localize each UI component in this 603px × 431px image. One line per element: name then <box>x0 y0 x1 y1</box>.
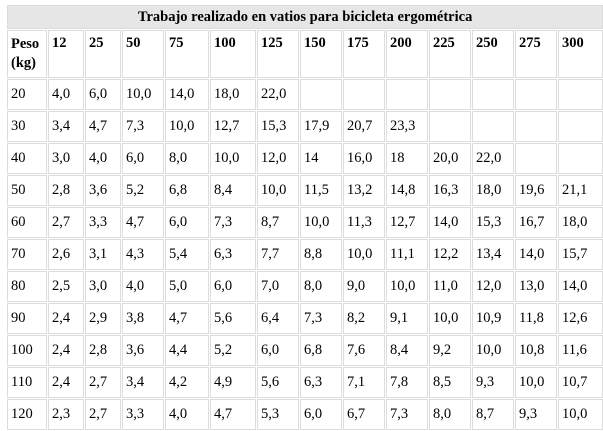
value-cell: 10,0 <box>386 271 428 302</box>
value-cell: 6,3 <box>300 367 342 398</box>
value-cell: 10,0 <box>558 399 603 430</box>
watt-header: 50 <box>122 30 164 78</box>
watt-header: 300 <box>558 30 603 78</box>
value-cell: 4,7 <box>122 207 164 238</box>
value-cell: 10,0 <box>122 79 164 110</box>
value-cell: 2,8 <box>85 335 121 366</box>
value-cell: 5,3 <box>257 399 299 430</box>
value-cell: 4,4 <box>165 335 209 366</box>
value-cell: 18 <box>386 143 428 174</box>
table-row <box>7 399 603 430</box>
table-row <box>7 143 603 174</box>
peso-cell: 20 <box>7 79 47 110</box>
value-cell: 14,8 <box>386 175 428 206</box>
value-cell <box>429 111 471 142</box>
value-cell: 3,3 <box>122 399 164 430</box>
value-cell: 8,7 <box>257 207 299 238</box>
value-cell: 12,0 <box>472 271 514 302</box>
value-cell: 7,3 <box>210 207 256 238</box>
value-cell: 16,0 <box>343 143 385 174</box>
value-cell: 5,4 <box>165 239 209 270</box>
value-cell: 2,4 <box>48 303 84 334</box>
value-cell: 10,0 <box>210 143 256 174</box>
value-cell: 2,7 <box>48 207 84 238</box>
value-cell: 18,0 <box>472 175 514 206</box>
value-cell: 3,3 <box>85 207 121 238</box>
value-cell: 2,4 <box>48 367 84 398</box>
value-cell: 8,4 <box>386 335 428 366</box>
value-cell: 4,0 <box>165 399 209 430</box>
value-cell: 14,0 <box>515 239 557 270</box>
table-row <box>7 111 603 142</box>
watt-header: 225 <box>429 30 471 78</box>
value-cell: 8,5 <box>429 367 471 398</box>
value-cell <box>515 79 557 110</box>
table-title: Trabajo realizado en vatios para bicicleta ergométrica <box>7 5 603 29</box>
value-cell: 10,0 <box>300 207 342 238</box>
value-cell <box>472 79 514 110</box>
value-cell: 7,7 <box>257 239 299 270</box>
value-cell: 18,0 <box>210 79 256 110</box>
value-cell: 14,0 <box>558 271 603 302</box>
value-cell: 10,0 <box>429 303 471 334</box>
value-cell: 4,0 <box>48 79 84 110</box>
value-cell: 18,0 <box>558 207 603 238</box>
value-cell: 12,6 <box>558 303 603 334</box>
watt-header: 150 <box>300 30 342 78</box>
value-cell: 2,7 <box>85 399 121 430</box>
value-cell: 11,0 <box>429 271 471 302</box>
value-cell: 6,0 <box>122 143 164 174</box>
value-cell: 11,5 <box>300 175 342 206</box>
value-cell: 4,7 <box>85 111 121 142</box>
value-cell: 6,7 <box>343 399 385 430</box>
value-cell: 2,9 <box>85 303 121 334</box>
value-cell: 4,0 <box>122 271 164 302</box>
value-cell <box>515 111 557 142</box>
value-cell: 10,7 <box>558 367 603 398</box>
value-cell: 10,8 <box>515 335 557 366</box>
value-cell: 15,7 <box>558 239 603 270</box>
peso-cell: 60 <box>7 207 47 238</box>
watt-header: 25 <box>85 30 121 78</box>
value-cell: 4,9 <box>210 367 256 398</box>
value-cell: 6,0 <box>257 335 299 366</box>
value-cell: 8,0 <box>165 143 209 174</box>
value-cell: 6,4 <box>257 303 299 334</box>
value-cell: 6,8 <box>300 335 342 366</box>
watt-header: 200 <box>386 30 428 78</box>
peso-cell: 40 <box>7 143 47 174</box>
value-cell: 3,8 <box>122 303 164 334</box>
value-cell: 9,3 <box>515 399 557 430</box>
value-cell <box>558 143 603 174</box>
value-cell: 17,9 <box>300 111 342 142</box>
value-cell: 3,6 <box>122 335 164 366</box>
value-cell: 7,3 <box>300 303 342 334</box>
value-cell <box>558 111 603 142</box>
value-cell: 2,3 <box>48 399 84 430</box>
peso-cell: 110 <box>7 367 47 398</box>
value-cell: 16,3 <box>429 175 471 206</box>
value-cell <box>386 79 428 110</box>
value-cell: 9,1 <box>386 303 428 334</box>
ergometer-table <box>6 4 603 431</box>
value-cell: 11,8 <box>515 303 557 334</box>
value-cell: 19,6 <box>515 175 557 206</box>
table-row <box>7 79 603 110</box>
value-cell: 5,2 <box>122 175 164 206</box>
value-cell: 3,4 <box>122 367 164 398</box>
value-cell: 22,0 <box>472 143 514 174</box>
watt-header: 175 <box>343 30 385 78</box>
value-cell: 16,7 <box>515 207 557 238</box>
table-row <box>7 239 603 270</box>
peso-cell: 50 <box>7 175 47 206</box>
value-cell: 11,3 <box>343 207 385 238</box>
value-cell: 10,0 <box>515 367 557 398</box>
table-row <box>7 271 603 302</box>
value-cell: 10,0 <box>257 175 299 206</box>
peso-header <box>7 30 47 78</box>
value-cell: 3,6 <box>85 175 121 206</box>
header-row <box>7 30 603 78</box>
value-cell: 8,0 <box>300 271 342 302</box>
value-cell: 12,7 <box>386 207 428 238</box>
value-cell <box>515 143 557 174</box>
value-cell: 10,0 <box>165 111 209 142</box>
value-cell: 6,0 <box>85 79 121 110</box>
value-cell: 2,4 <box>48 335 84 366</box>
value-cell: 22,0 <box>257 79 299 110</box>
value-cell: 4,7 <box>210 399 256 430</box>
value-cell: 8,4 <box>210 175 256 206</box>
value-cell: 14 <box>300 143 342 174</box>
value-cell: 12,7 <box>210 111 256 142</box>
watt-header: 125 <box>257 30 299 78</box>
value-cell: 6,8 <box>165 175 209 206</box>
peso-cell: 30 <box>7 111 47 142</box>
value-cell: 4,3 <box>122 239 164 270</box>
watt-header: 75 <box>165 30 209 78</box>
value-cell: 14,0 <box>165 79 209 110</box>
value-cell: 13,2 <box>343 175 385 206</box>
value-cell: 5,6 <box>210 303 256 334</box>
value-cell: 7,3 <box>386 399 428 430</box>
value-cell: 15,3 <box>472 207 514 238</box>
watt-header: 100 <box>210 30 256 78</box>
value-cell: 8,8 <box>300 239 342 270</box>
watt-header: 12 <box>48 30 84 78</box>
value-cell <box>300 79 342 110</box>
value-cell: 20,7 <box>343 111 385 142</box>
value-cell: 6,0 <box>300 399 342 430</box>
value-cell: 23,3 <box>386 111 428 142</box>
peso-cell: 80 <box>7 271 47 302</box>
value-cell: 4,0 <box>85 143 121 174</box>
table-row <box>7 207 603 238</box>
value-cell: 8,0 <box>429 399 471 430</box>
value-cell <box>472 111 514 142</box>
value-cell: 15,3 <box>257 111 299 142</box>
value-cell: 8,7 <box>472 399 514 430</box>
value-cell: 9,3 <box>472 367 514 398</box>
peso-header-line1: Peso <box>11 36 40 52</box>
value-cell: 2,5 <box>48 271 84 302</box>
value-cell: 3,0 <box>48 143 84 174</box>
value-cell: 3,0 <box>85 271 121 302</box>
value-cell: 10,9 <box>472 303 514 334</box>
value-cell: 6,3 <box>210 239 256 270</box>
table-row <box>7 303 603 334</box>
value-cell: 7,8 <box>386 367 428 398</box>
value-cell: 5,6 <box>257 367 299 398</box>
value-cell: 3,4 <box>48 111 84 142</box>
peso-header-line2: (kg) <box>11 55 36 71</box>
value-cell: 10,0 <box>343 239 385 270</box>
value-cell: 21,1 <box>558 175 603 206</box>
title-row <box>7 5 603 29</box>
peso-cell: 90 <box>7 303 47 334</box>
value-cell: 7,1 <box>343 367 385 398</box>
value-cell: 8,2 <box>343 303 385 334</box>
value-cell: 6,0 <box>210 271 256 302</box>
value-cell: 2,7 <box>85 367 121 398</box>
value-cell: 5,2 <box>210 335 256 366</box>
watt-header: 275 <box>515 30 557 78</box>
value-cell: 20,0 <box>429 143 471 174</box>
value-cell: 3,1 <box>85 239 121 270</box>
value-cell <box>429 79 471 110</box>
table-row <box>7 367 603 398</box>
peso-cell: 70 <box>7 239 47 270</box>
value-cell: 13,4 <box>472 239 514 270</box>
value-cell: 6,0 <box>165 207 209 238</box>
value-cell: 13,0 <box>515 271 557 302</box>
value-cell: 7,3 <box>122 111 164 142</box>
watt-header: 250 <box>472 30 514 78</box>
value-cell: 2,6 <box>48 239 84 270</box>
value-cell: 4,2 <box>165 367 209 398</box>
value-cell: 14,0 <box>429 207 471 238</box>
peso-cell: 100 <box>7 335 47 366</box>
table-row <box>7 175 603 206</box>
value-cell <box>558 79 603 110</box>
table-row <box>7 335 603 366</box>
value-cell: 12,2 <box>429 239 471 270</box>
value-cell: 2,8 <box>48 175 84 206</box>
peso-cell: 120 <box>7 399 47 430</box>
value-cell: 10,0 <box>472 335 514 366</box>
value-cell: 9,0 <box>343 271 385 302</box>
value-cell: 9,2 <box>429 335 471 366</box>
value-cell: 4,7 <box>165 303 209 334</box>
value-cell <box>343 79 385 110</box>
value-cell: 12,0 <box>257 143 299 174</box>
value-cell: 5,0 <box>165 271 209 302</box>
value-cell: 7,0 <box>257 271 299 302</box>
value-cell: 11,6 <box>558 335 603 366</box>
value-cell: 11,1 <box>386 239 428 270</box>
value-cell: 7,6 <box>343 335 385 366</box>
